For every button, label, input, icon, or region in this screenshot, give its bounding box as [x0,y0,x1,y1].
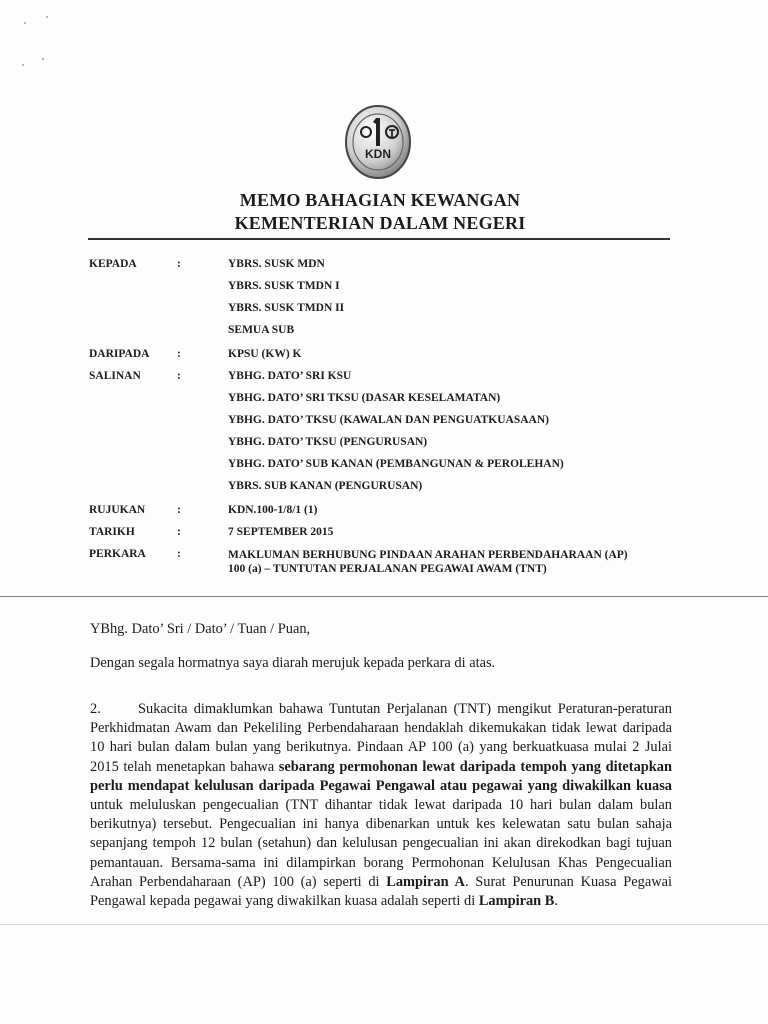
salinan-label: SALINAN [89,370,141,382]
separator: : [177,258,181,270]
lampiran-b-ref: Lampiran B [478,893,555,910]
kepada-value: SEMUA SUB [228,324,295,336]
paragraph-2-text: . [554,893,558,910]
daripada-value: KPSU (KW) K [228,348,302,360]
separator: : [177,526,181,538]
tarikh-label: TARIKH [89,526,135,538]
rujukan-label: RUJUKAN [89,504,146,516]
paragraph-2-text: untuk meluluskan pengecualian (TNT dihantar tidak lewat daripada 10 hari bulan dalam bulan berikutnya) tersebut. Pengecualian ini hanya dibenarkan untuk kes kelewatan satu bulan sahaja sepanjang tempoh 12 bulan (setahun) dan kelulusan pengecualian ini akan direkodkan bagi tujuan pemantauan. Bersama-sama ini dilampirkan borang Permohonan Kelulusan Khas Pengecualian Arahan Perbendaharaan (AP) 100 (a) seperti di [90,797,672,890]
header-divider [88,238,670,240]
kepada-label: KEPADA [89,258,137,270]
daripada-label: DARIPADA [89,348,150,360]
lampiran-a-ref: Lampiran A [386,873,465,890]
memo-title-line1: MEMO BAHAGIAN KEWANGAN [239,190,521,210]
rujukan-value: KDN.100-1/8/1 (1) [228,504,318,516]
subject-divider [0,596,768,597]
salinan-value: YBHG. DATO’ TKSU (PENGURUSAN) [228,436,428,448]
paragraph-2-text: Sukacita dimaklumkan bahawa Tuntutan Perjalanan (TNT) mengikut Peraturan-peraturan Perkhidmatan Awam dan Pekeliling Perbendaharaan hendaklah dikemukakan tidak lewat daripada 10 hari bulan dalam bulan yang berikutnya. Pindaan AP 100 (a) yang berkuatkuasa mulai 2 Julai 2015 telah menetapkan bahawa [90,701,672,775]
separator: : [177,348,181,360]
kepada-value: YBRS. SUSK MDN [228,258,325,270]
salinan-value: YBRS. SUB KANAN (PENGURUSAN) [228,480,423,492]
salinan-value: YBHG. DATO’ TKSU (KAWALAN DAN PENGUATKUASAAN) [228,414,549,426]
paragraph-2-bold: sebarang permohonan lewat daripada tempoh yang ditetapkan perlu mendapat kelulusan daripada Pegawai Pengawal atau pegawai yang diwakilkan kuasa [90,758,672,794]
paragraph-1: Dengan segala hormatnya saya diarah merujuk kepada perkara di atas. [90,655,496,671]
salutation: YBhg. Dato’ Sri / Dato’ / Tuan / Puan, [90,621,311,637]
tarikh-value: 7 SEPTEMBER 2015 [228,526,334,538]
separator: : [177,548,181,560]
separator: : [177,370,181,382]
paragraph-number: 2. [90,701,101,717]
salinan-value: YBHG. DATO’ SRI TKSU (DASAR KESELAMATAN) [228,392,501,404]
separator: : [177,504,181,516]
svg-text:KDN: KDN [365,147,391,161]
salinan-value: YBHG. DATO’ SUB KANAN (PEMBANGUNAN & PEROLEHAN) [228,458,564,470]
scan-specks [20,14,60,74]
kepada-value: YBRS. SUSK TMDN II [228,302,345,314]
paragraph-2-text: . Surat Penurunan Kuasa Pegawai Pengawal kepada pegawai yang diwakilkan kuasa adalah seperti di [90,873,672,910]
perkara-label: PERKARA [89,548,146,560]
paragraph-2 [90,700,672,911]
scan-artifact-line [0,924,768,925]
kepada-value: YBRS. SUSK TMDN I [228,280,340,292]
perkara-value: MAKLUMAN BERHUBUNG PINDAAN ARAHAN PERBENDAHARAAN (AP) 100 (a) – TUNTUTAN PERJALANAN PEGAWAI AWAM (TNT) [228,549,628,575]
memo-title-line2: KEMENTERIAN DALAM NEGERI [234,213,526,233]
salinan-value: YBHG. DATO’ SRI KSU [228,370,352,382]
kdn-crest-icon [342,102,414,180]
